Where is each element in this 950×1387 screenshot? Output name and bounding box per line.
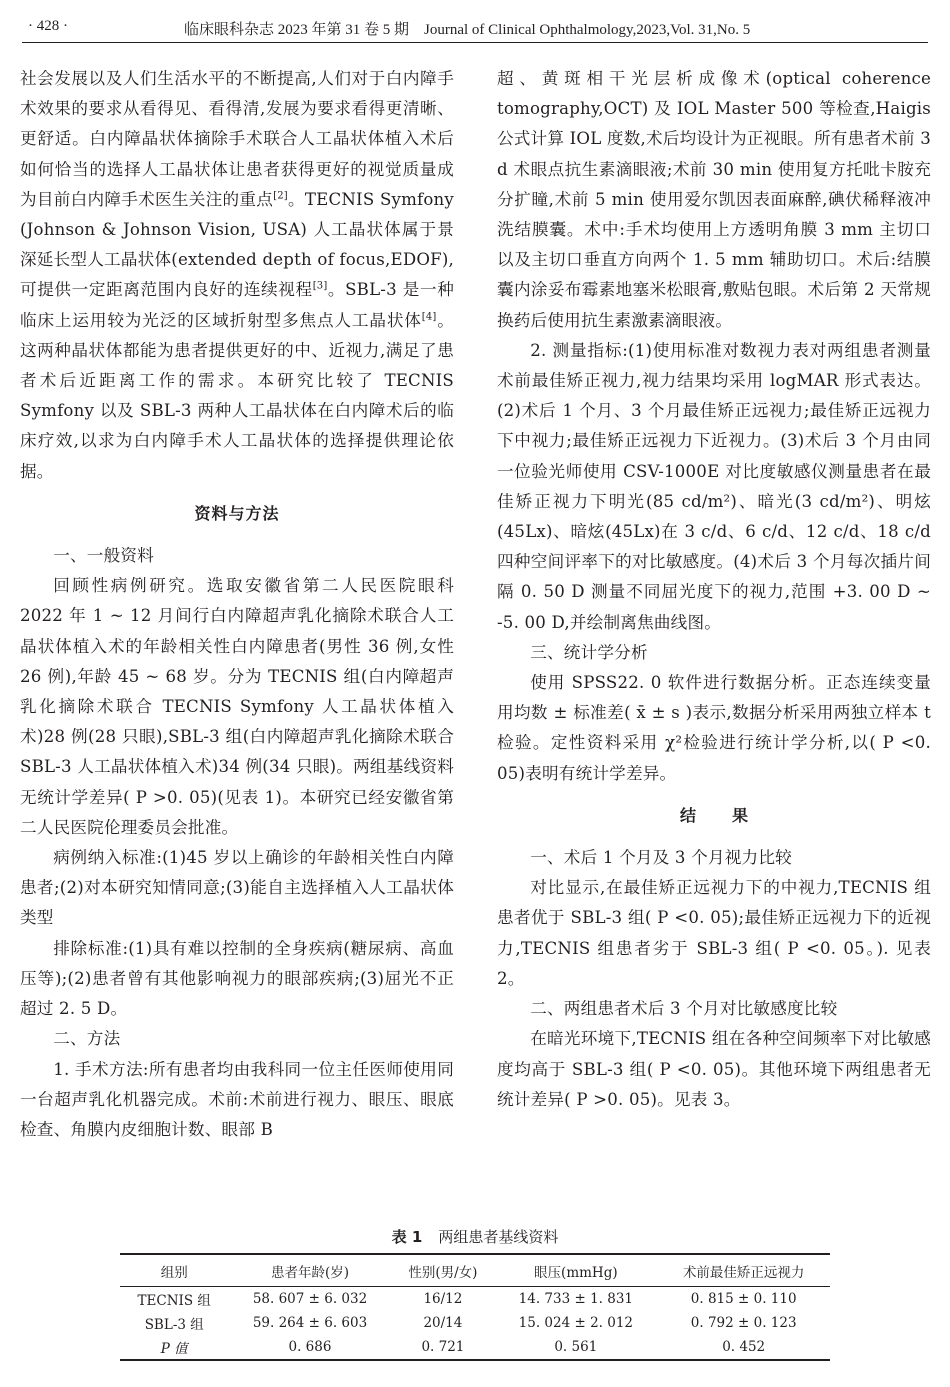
cell-iop: 14. 733 ± 1. 831 <box>518 1291 634 1307</box>
citation-2[interactable]: [2] <box>273 190 288 202</box>
cell-iop: 0. 561 <box>554 1339 598 1355</box>
surgery-method-continued: 超、黄斑相干光层析成像术(optical coherence tomography,OCT) 及 IOL Master 500 等检查,Haigis 公式计算 IOL 度数,术后均设计为正视眼。所有患者术前 3 d 术眼点抗生素滴眼液;术前 30 min 使用复方托吡卡胺充分扩瞳,术前 5 min 使用爱尔凯因表面麻醉,碘伏稀释液冲洗结膜囊。术中:手术均使用上方透明角膜 3 mm 主切口以及主切口垂直方向两个 1. 5 mm 辅助切口。术后:结膜囊内涂妥布霉素地塞米松眼膏,敷贴包眼。术后第 2 天常规换药后使用抗生素激素滴眼液。 <box>497 69 931 330</box>
table-caption <box>120 1226 830 1247</box>
table-header-row <box>120 1254 830 1287</box>
table-title: 两组患者基线资料 <box>438 1228 559 1246</box>
section-heading-methods: 资料与方法 <box>194 503 280 523</box>
cell-group: TECNIS 组 <box>137 1293 211 1309</box>
col-header-iop: 眼压(mmHg) <box>534 1265 618 1281</box>
visual-acuity-paragraph: 对比显示,在最佳矫正远视力下的中视力,TECNIS 组患者优于 SBL-3 组( P <0. 05);最佳矫正远视力下的近视力,TECNIS 组患者劣于 SBL-3 组( P <0. 05。). 见表 2。 <box>497 878 931 988</box>
journal-running-title: 临床眼科杂志 2023 年第 31 卷 5 期 Journal of Clinical Ophthalmology,2023,Vol. 31,No. 5 <box>184 22 751 38</box>
table-row <box>120 1287 830 1312</box>
col-header-group: 组别 <box>160 1265 188 1281</box>
left-column <box>20 64 454 1145</box>
cell-bcva: 0. 815 ± 0. 110 <box>690 1291 797 1307</box>
cell-age: 59. 264 ± 6. 603 <box>252 1315 368 1331</box>
table-row <box>120 1311 830 1335</box>
contrast-sensitivity-paragraph: 在暗光环境下,TECNIS 组在各种空间频率下对比敏感度均高于 SBL-3 组( P <0. 05)。其他环境下两组患者无统计差异( P >0. 05)。见表 3。 <box>497 1029 931 1109</box>
cell-age: 58. 607 ± 6. 032 <box>252 1291 368 1307</box>
col-header-age: 患者年龄(岁) <box>270 1265 350 1281</box>
inclusion-criteria: 病例纳入标准:(1)45 岁以上确诊的年龄相关性白内障患者;(2)对本研究知情同意;(3)能自主选择植入人工晶状体类型 <box>20 848 454 928</box>
cell-sex: 16/12 <box>423 1291 463 1307</box>
table-1 <box>120 1226 830 1361</box>
citation-3[interactable]: [3] <box>312 280 328 292</box>
table-row <box>120 1335 830 1360</box>
exclusion-criteria: 排除标准:(1)具有难以控制的全身疾病(糖尿病、高血压等);(2)患者曾有其他影响视力的眼部疾病;(3)屈光不正超过 2. 5 D。 <box>20 938 454 1019</box>
subheading-visual-acuity: 一、术后 1 个月及 3 个月视力比较 <box>530 848 792 868</box>
intro-paragraph: 社会发展以及人们生活水平的不断提高,人们对于白内障手术效果的要求从看得见、看得清,发展为要求看得更清晰、更舒适。白内障晶状体摘除手术联合人工晶状体植入术后如何恰当的选择人工晶状体让患者获得更好的视觉质量成为目前白内障手术医生关注的重点[2]。TECNIS Symfony (Johnson & Johnson Vision, USA) 人工晶状体属于景深延长型人工晶状体(extended depth of focus,EDOF),可提供一定距离范围内良好的连续视程[3]。SBL-3 是一种临床上运用较为光泛的区域折射型多焦点人工晶状体[4]。这两种晶状体都能为患者提供更好的中、近视力,满足了患者术后近距离工作的需求。本研究比较了 TECNIS Symfony 以及 SBL-3 两种人工晶状体在白内障术后的临床疗效,以求为白内障手术人工晶状体的选择提供理论依据。 <box>20 69 455 481</box>
subheading-contrast-sensitivity: 二、两组患者术后 3 个月对比敏感度比较 <box>530 999 838 1019</box>
subheading-general: 一、一般资料 <box>53 546 154 566</box>
page-number: · 428 · <box>28 18 68 34</box>
baseline-table <box>120 1253 830 1361</box>
col-header-sex: 性别(男/女) <box>408 1265 478 1281</box>
cell-bcva: 0. 452 <box>722 1339 766 1355</box>
cell-age: 0. 686 <box>288 1339 332 1355</box>
cell-bcva: 0. 792 ± 0. 123 <box>690 1315 797 1331</box>
cell-sex: 0. 721 <box>421 1339 465 1355</box>
measurement-paragraph: 2. 测量指标:(1)使用标准对数视力表对两组患者测量术前最佳矫正视力,视力结果均采用 logMAR 形式表达。(2)术后 1 个月、3 个月最佳矫正远视力;最佳矫正远视力下中视力;最佳矫正远视力下近视力。(3)术后 3 个月由同一位验光师使用 CSV-1000E 对比度敏感仪测量患者在最佳矫正视力下明光(85 cd/m²)、暗光(3 cd/m²)、明炫(45Lx)、暗炫(45Lx)在 3 c/d、6 c/d、12 c/d、18 c/d 四种空间评率下的对比敏感度。(4)术后 3 个月每次插片间隔 0. 50 D 测量不同屈光度下的视力,范围 +3. 00 D ~ -5. 00 D,并绘制离焦曲线图。 <box>497 340 931 632</box>
general-data-paragraph: 回顾性病例研究。选取安徽省第二人民医院眼科 2022 年 1 ~ 12 月间行白内障超声乳化摘除术联合人工晶状体植入术的年龄相关性白内障患者(男性 36 例,女性 26 例),年龄 45 ~ 68 岁。分为 TECNIS 组(白内障超声乳化摘除术联合 TECNIS Symfony 人工晶状体植入术)28 例(28 只眼),SBL-3 组(白内障超声乳化摘除术联合 SBL-3 人工晶状体植入术)34 例(34 只眼)。两组基线资料无统计学差异( P >0. 05)(见表 1)。本研究已经安徽省第二人民医院伦理委员会批准。 <box>20 576 454 837</box>
cell-group: P 值 <box>160 1341 188 1357</box>
col-header-bcva: 术前最佳矫正远视力 <box>682 1265 805 1281</box>
cell-iop: 15. 024 ± 2. 012 <box>518 1315 634 1331</box>
table-label: 表 1 <box>391 1228 423 1246</box>
section-heading-results: 结果 <box>679 805 784 825</box>
subheading-methods: 二、方法 <box>53 1029 121 1049</box>
subheading-statistics: 三、统计学分析 <box>530 642 648 662</box>
cell-group: SBL-3 组 <box>144 1317 204 1333</box>
citation-4[interactable]: [4] <box>421 311 437 323</box>
page-header <box>22 12 928 43</box>
cell-sex: 20/14 <box>423 1315 463 1331</box>
statistics-paragraph: 使用 SPSS22. 0 软件进行数据分析。正态连续变量用均数 ± 标准差( x̄ ± s )表示,数据分析采用两独立样本 t 检验。定性资料采用 χ²检验进行统计学分析,以( P <0. 05)表明有统计学差异。 <box>497 673 931 783</box>
surgery-method-paragraph: 1. 手术方法:所有患者均由我科同一位主任医师使用同一台超声乳化机器完成。术前:术前进行视力、眼压、眼底检查、角膜内皮细胞计数、眼部 B <box>20 1059 454 1139</box>
right-column <box>497 64 931 1115</box>
